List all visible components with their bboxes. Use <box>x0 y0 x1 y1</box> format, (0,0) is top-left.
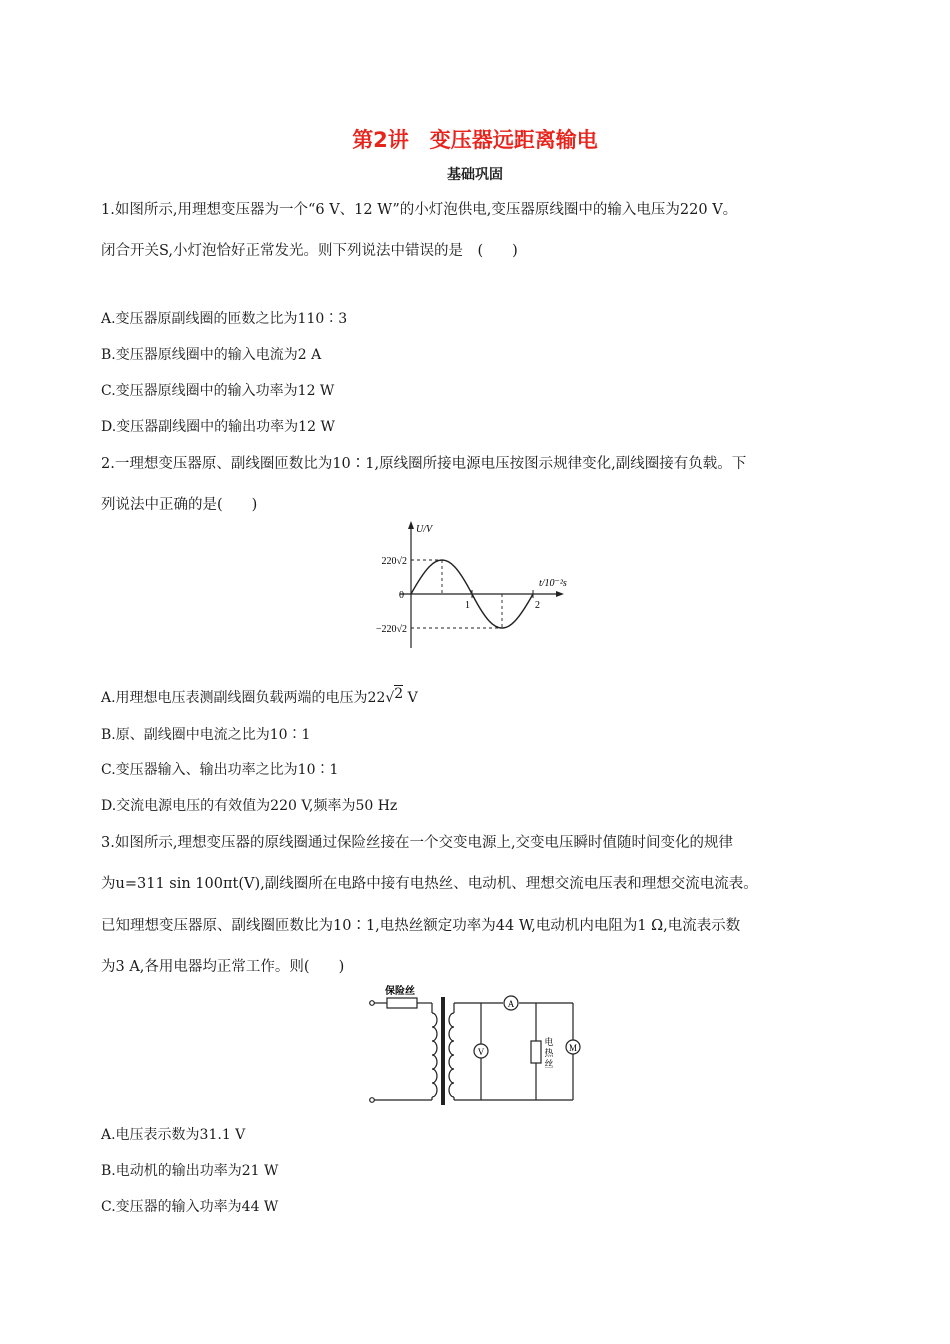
q2-option-a <box>101 687 418 707</box>
q1-option-c: C.变压器原线圈中的输入功率为12 W <box>101 383 335 399</box>
x-tick-1-label: 1 <box>465 600 470 611</box>
heater-resistor <box>531 1041 541 1063</box>
y-min-label: −220√2 <box>375 624 407 635</box>
input-terminal-bottom <box>370 1098 375 1103</box>
q1-option-b: B.变压器原线圈中的输入电流为2 A <box>101 347 322 363</box>
q3-option-b: B.电动机的输出功率为21 W <box>101 1163 279 1179</box>
motor-label: M <box>568 1043 578 1053</box>
voltmeter-label: V <box>477 1047 485 1057</box>
page-title: 第2讲 变压器远距离输电 <box>352 128 598 152</box>
q1-option-d: D.变压器副线圈中的输出功率为12 W <box>101 419 335 435</box>
origin-label: 0 <box>399 590 404 601</box>
q2-option-d: D.交流电源电压的有效值为220 V,频率为50 Hz <box>101 798 398 814</box>
voltage-time-graph <box>360 520 580 655</box>
q2-option-c: C.变压器输入、输出功率之比为10∶1 <box>101 762 339 778</box>
q3-option-a: A.电压表示数为31.1 V <box>101 1127 246 1143</box>
transformer-circuit-diagram <box>366 983 582 1108</box>
heater-label-1: 电 <box>544 1037 554 1047</box>
q3-stem-line-4: 为3 A,各用电器均正常工作。则( ) <box>101 959 345 975</box>
fuse-label: 保险丝 <box>385 986 415 997</box>
section-subtitle: 基础巩固 <box>447 167 503 183</box>
q2-stem-line-2: 列说法中正确的是( ) <box>101 497 258 513</box>
heater-label-2: 热 <box>544 1048 554 1058</box>
q3-stem-line-1: 3.如图所示,理想变压器的原线圈通过保险丝接在一个交变电源上,交变电压瞬时值随时间变化的规律 <box>101 835 734 851</box>
q1-stem-line-2: 闭合开关S,小灯泡恰好正常发光。则下列说法中错误的是 ( ) <box>101 243 518 259</box>
input-terminal-top <box>370 1001 375 1006</box>
q1-option-a: A.变压器原副线圈的匝数之比为110∶3 <box>101 311 348 327</box>
q1-stem-line-1: 1.如图所示,用理想变压器为一个“6 V、12 W”的小灯泡供电,变压器原线圈中的输入电压为220 V。 <box>101 202 738 218</box>
secondary-coil <box>449 1013 454 1097</box>
q3-stem-line-3: 已知理想变压器原、副线圈匝数比为10∶1,电热丝额定功率为44 W,电动机内电阻为1 Ω,电流表示数 <box>101 918 741 934</box>
ammeter-label: A <box>507 999 515 1009</box>
y-axis-arrow <box>408 521 414 529</box>
x-axis-arrow <box>556 591 564 597</box>
q2-stem-line-1: 2.一理想变压器原、副线圈匝数比为10∶1,原线圈所接电源电压按图示规律变化,副线圈接有负载。下 <box>101 456 747 472</box>
heater-label-3: 丝 <box>544 1059 554 1069</box>
q2-option-a-unit: V <box>403 690 418 706</box>
x-tick-2-label: 2 <box>535 600 540 611</box>
primary-coil <box>432 1013 437 1097</box>
q2-option-a-radicand: 2 <box>394 686 404 702</box>
x-axis-label: t/10⁻²s <box>539 578 567 589</box>
q2-option-a-text: A.用理想电压表测副线圈负载两端的电压为22 <box>101 690 386 706</box>
y-max-label: 220√2 <box>381 556 407 567</box>
q3-stem-line-2: 为u=311 sin 100πt(V),副线圈所在电路中接有电热丝、电动机、理想交流电压表和理想交流电流表。 <box>101 876 758 892</box>
y-axis-label: U/V <box>416 524 433 535</box>
fuse <box>387 998 417 1008</box>
q3-option-c: C.变压器的输入功率为44 W <box>101 1199 279 1215</box>
sqrt-symbol: √2 <box>385 686 404 706</box>
q2-option-b: B.原、副线圈中电流之比为10∶1 <box>101 727 311 743</box>
